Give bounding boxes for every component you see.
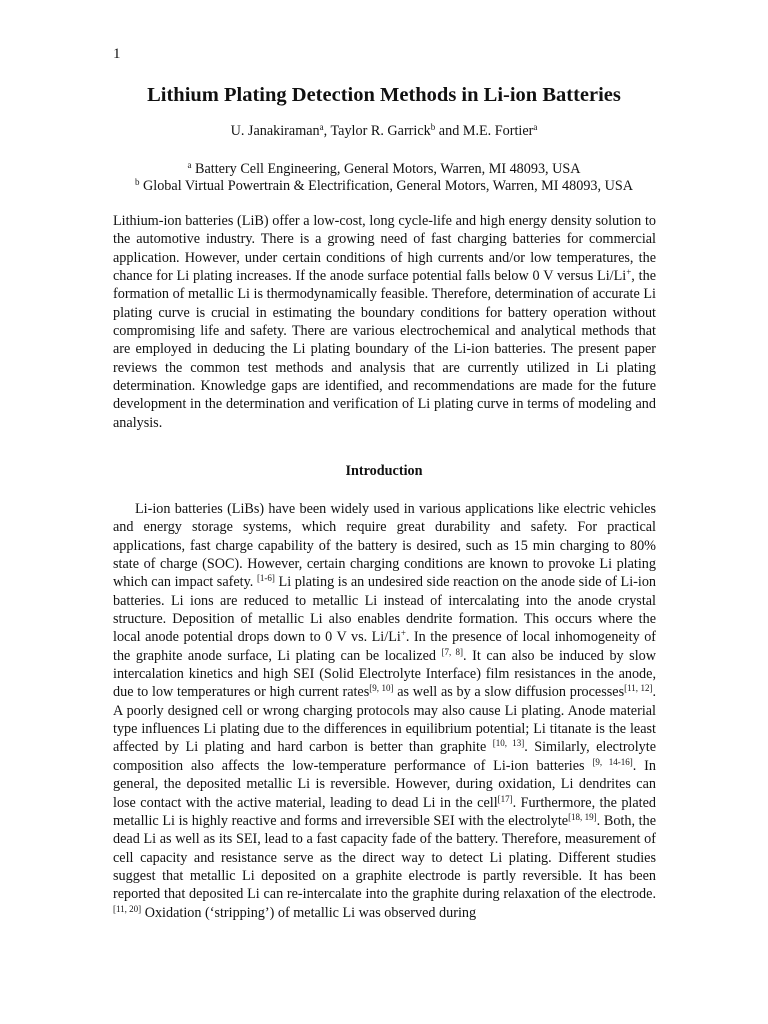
author-affiliation-mark: b — [430, 122, 436, 132]
author-affiliation-mark: a — [533, 122, 538, 132]
text-run: Oxidation (‘stripping’) of metallic Li was observed during — [141, 904, 477, 921]
citation-superscript: + — [626, 267, 632, 278]
text-run: . Both, the dead Li as well as its SEI, lead to a fast capacity fade of the battery. Therefore, measurement of cell capacity and resistance serve as the direct way to detect Li plating. Different studies suggest that metallic Li deposited on a graphite electrode is partly reversible. It has been reported that deposited Li can re-intercalate into the graphite during relaxation of the electrode. — [113, 812, 656, 903]
text-run: as well as by a slow diffusion processes — [393, 684, 625, 701]
text-run: . It can also be induced by slow intercalation kinetics and high SEI (Solid Electrolyte Interface) film resistances in the anode, due to low temperatures or high current rates — [113, 647, 656, 701]
author-name: U. Janakiraman — [230, 123, 320, 139]
text-run: Li plating is an undesired side reaction on the anode side of Li-ion batteries. Li ions are reduced to metallic Li instead of intercalating into the anode crystal structure. Deposition of metallic Li also enables dendrite formation. This occurs where the local anode potential drops down to 0 V vs. Li/Li — [113, 574, 657, 646]
text-run: Lithium-ion batteries (LiB) offer a low-cost, long cycle-life and high energy density solution to the automotive industry. There is a growing need of fast charging batteries for commercial application. However, under certain conditions of high currents and/or low temperatures, the chance for Li plating increases. If the anode surface potential falls below 0 V versus Li/Li — [113, 213, 656, 285]
introduction-paragraph — [113, 500, 656, 922]
citation-superscript: [18, 19] — [568, 811, 597, 822]
affiliation-mark: b — [134, 177, 140, 187]
text-run: . Furthermore, the plated metallic Li is highly reactive and forms and irreversible SEI with the electrolyte — [113, 794, 657, 829]
affiliation — [0, 178, 768, 195]
abstract-paragraph — [113, 212, 656, 432]
citation-superscript: [17] — [497, 793, 513, 804]
section-heading: Introduction — [345, 463, 423, 479]
citation-superscript: [9, 14-16] — [592, 756, 633, 767]
text-run: . In general, the deposited metallic Li is reversible. However, during oxidation, Li dendrites can lose contact with the active material, leading to dead Li in the cell — [113, 757, 656, 811]
text-run: . In the presence of local inhomogeneity of the graphite anode surface, Li plating can be localized — [113, 629, 657, 664]
text-run: . Similarly, electrolyte composition also affects the low-temperature performance of Li-ion batteries — [113, 739, 656, 774]
text-run: Li-ion batteries (LiBs) have been widely used in various applications like electric vehicles and energy storage systems, which require great durability and safety. For practical applications, fast charge capability of the battery is desired, such as 15 min charging to 80% state of charge (SOC). However, certain charging conditions are known to provoke Li plating which can impact safety. — [113, 501, 656, 591]
citation-superscript: [10, 13] — [492, 738, 525, 749]
author-affiliation-mark: a — [319, 122, 324, 132]
citation-superscript: [1-6] — [256, 573, 275, 584]
author-list — [0, 123, 768, 140]
affiliation — [0, 161, 768, 178]
citation-superscript: [9, 10] — [369, 683, 394, 694]
author-name: M.E. Fortier — [462, 123, 534, 139]
affiliation-text: Global Virtual Powertrain & Electrification, General Motors, Warren, MI 48093, USA — [143, 178, 634, 194]
page-number: 1 — [113, 46, 121, 62]
text-run: , the formation of metallic Li is thermodynamically feasible. Therefore, determination of accurate Li plating curve is crucial in estimating the boundary conditions for battery operation without compromising life and safety. There are various electrochemical and analytical methods that are employed in deducing the Li plating boundary of the Li-ion batteries. The present paper reviews the common test methods and analysis that are currently utilized in Li plating determination. Knowledge gaps are identified, and recommendations are made for the future development in the determination and verification of Li plating curve in terms of modeling and analysis. — [113, 268, 656, 431]
citation-superscript: [7, 8] — [441, 646, 464, 657]
paper-title: Lithium Plating Detection Methods in Li-ion Batteries — [147, 84, 621, 106]
citation-superscript: [11, 20] — [113, 903, 142, 914]
text-run: . A poorly designed cell or wrong charging protocols may also cause Li plating. Anode material type influences Li plating due to the differences in equilibrium potential; Li titanate is the least affected by Li plating and hard carbon is better than graphite — [113, 684, 656, 756]
author-separator: and — [435, 123, 463, 139]
author-name: Taylor R. Garrick — [330, 123, 431, 139]
citation-superscript: + — [400, 628, 406, 639]
citation-superscript: [11, 12] — [624, 683, 653, 694]
affiliation-text: Battery Cell Engineering, General Motors, Warren, MI 48093, USA — [195, 161, 581, 177]
author-separator: , — [323, 123, 331, 139]
affiliation-mark: a — [187, 160, 192, 170]
